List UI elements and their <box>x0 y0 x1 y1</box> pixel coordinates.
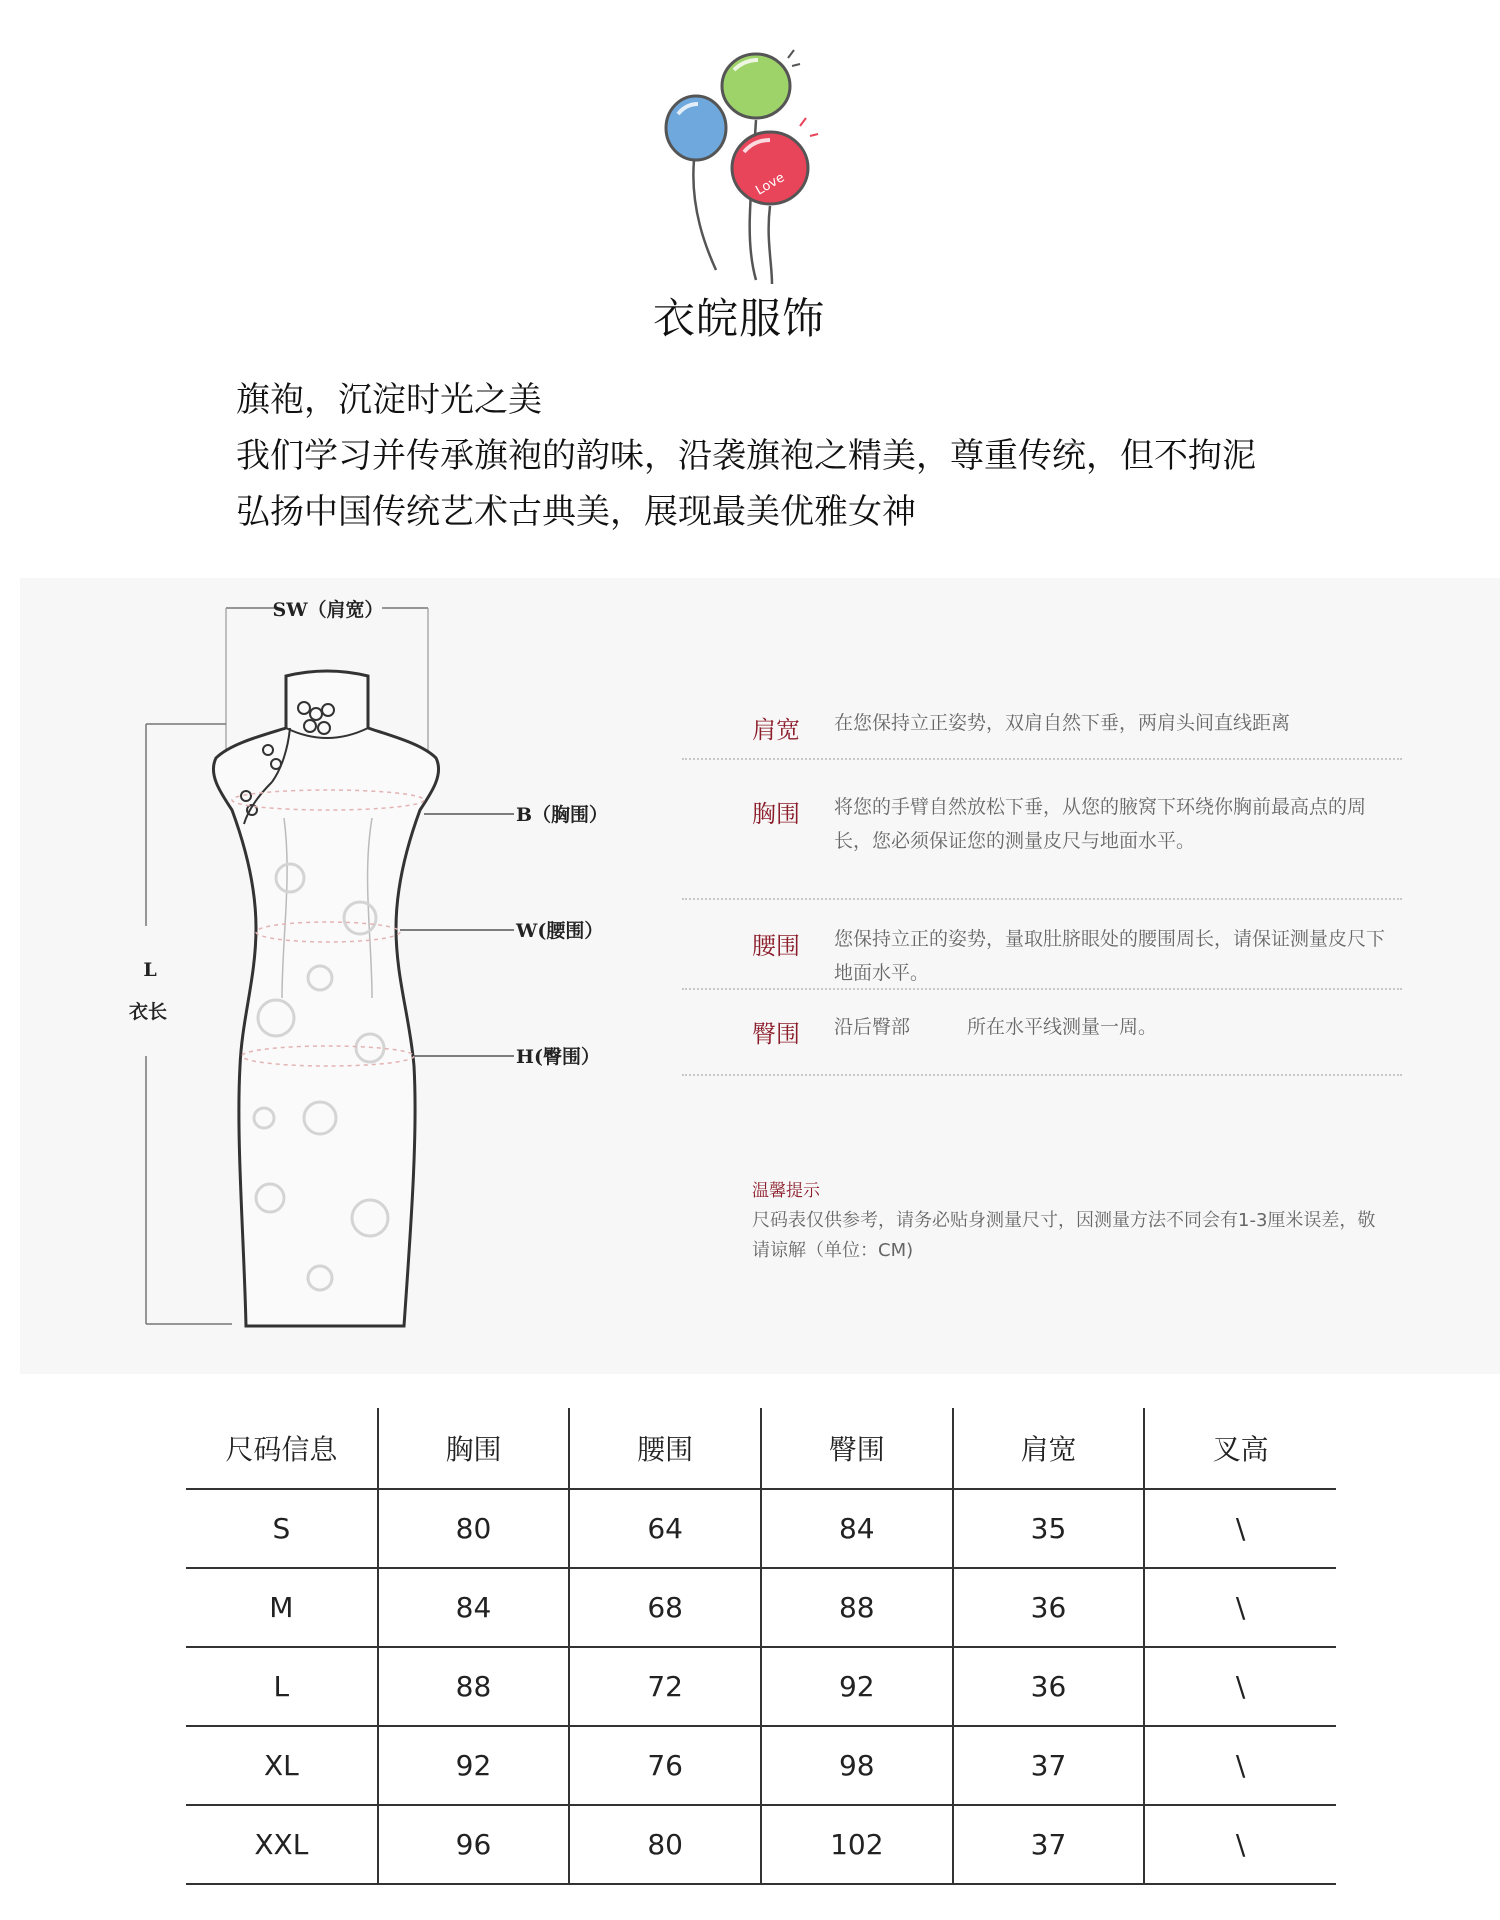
measure-desc: 将您的手臂自然放松下垂，从您的腋窝下环绕你胸前最高点的周长，您必须保证您的测量皮尺与地面水平。 <box>834 796 1367 852</box>
column-header: 尺码信息 <box>186 1408 378 1489</box>
b-label: B（胸围） <box>516 804 609 826</box>
table-cell: 92 <box>761 1647 953 1726</box>
column-header: 腰围 <box>569 1408 761 1489</box>
table-cell: 72 <box>569 1647 761 1726</box>
table-cell: M <box>186 1568 378 1647</box>
column-header: 胸围 <box>378 1408 570 1489</box>
column-header: 肩宽 <box>953 1408 1145 1489</box>
measure-name: 臀围 <box>752 1020 800 1048</box>
table-cell: XL <box>186 1726 378 1805</box>
table-cell: \ <box>1144 1726 1336 1805</box>
measure-row <box>682 990 1402 1076</box>
measure-name: 胸围 <box>752 800 800 828</box>
table-row <box>186 1726 1336 1805</box>
table-cell: 64 <box>569 1489 761 1568</box>
table-cell: 80 <box>378 1489 570 1568</box>
measure-name: 腰围 <box>752 932 800 960</box>
table-cell: 88 <box>761 1568 953 1647</box>
qipao-diagram <box>20 578 680 1374</box>
measure-row <box>682 900 1402 990</box>
table-cell: 76 <box>569 1726 761 1805</box>
l-text: 衣长 <box>128 1001 168 1023</box>
table-cell: 92 <box>378 1726 570 1805</box>
measure-row <box>682 760 1402 900</box>
table-cell: 98 <box>761 1726 953 1805</box>
table-cell: \ <box>1144 1489 1336 1568</box>
tip-text: 尺码表仅供参考，请务必贴身测量尺寸，因测量方法不同会有1-3厘米误差，敬请谅解（单位：CM) <box>752 1210 1376 1261</box>
size-table <box>186 1408 1336 1885</box>
table-cell: 80 <box>569 1805 761 1884</box>
table-cell: 102 <box>761 1805 953 1884</box>
table-cell: 88 <box>378 1647 570 1726</box>
table-cell: 37 <box>953 1805 1145 1884</box>
intro-line: 弘扬中国传统艺术古典美，展现最美优雅女神 <box>236 492 916 532</box>
tip-title: 温馨提示 <box>752 1181 820 1201</box>
table-row <box>186 1568 1336 1647</box>
table-cell: 36 <box>953 1568 1145 1647</box>
column-header: 臀围 <box>761 1408 953 1489</box>
table-cell: 84 <box>761 1489 953 1568</box>
table-row <box>186 1647 1336 1726</box>
table-cell: 84 <box>378 1568 570 1647</box>
table-cell: L <box>186 1647 378 1726</box>
table-row <box>186 1489 1336 1568</box>
brand-name: 衣皖服饰 <box>652 294 825 343</box>
balloon-love-text: Love <box>753 170 788 199</box>
measure-row <box>682 704 1402 760</box>
sw-label: SW（肩宽） <box>272 599 384 621</box>
intro-line: 旗袍，沉淀时光之美 <box>236 380 542 420</box>
table-cell: \ <box>1144 1647 1336 1726</box>
table-cell: S <box>186 1489 378 1568</box>
measure-name: 肩宽 <box>752 716 800 744</box>
table-header-row <box>186 1408 1336 1489</box>
measurement-list <box>682 704 1402 1076</box>
w-label: W(腰围） <box>516 920 604 942</box>
measurement-guide <box>20 578 1500 1374</box>
table-cell: 36 <box>953 1647 1145 1726</box>
h-label: H(臀围） <box>516 1046 600 1068</box>
l-label: L <box>143 959 157 981</box>
balloon-logo-icon <box>660 48 840 288</box>
table-cell: 35 <box>953 1489 1145 1568</box>
measure-desc: 在您保持立正姿势，双肩自然下垂，两肩头间直线距离 <box>834 712 1291 734</box>
table-cell: XXL <box>186 1805 378 1884</box>
table-cell: 68 <box>569 1568 761 1647</box>
table-cell: \ <box>1144 1805 1336 1884</box>
table-cell: 96 <box>378 1805 570 1884</box>
table-row <box>186 1805 1336 1884</box>
intro-line: 我们学习并传承旗袍的韵味，沿袭旗袍之精美，尊重传统，但不拘泥 <box>236 436 1256 476</box>
column-header: 叉高 <box>1144 1408 1336 1489</box>
table-cell: \ <box>1144 1568 1336 1647</box>
measure-desc: 沿后臀部 所在水平线测量一周。 <box>834 1016 1158 1038</box>
table-cell: 37 <box>953 1726 1145 1805</box>
intro-text <box>236 372 1256 540</box>
measure-desc: 您保持立正的姿势，量取肚脐眼处的腰围周长，请保证测量皮尺下地面水平。 <box>834 928 1386 984</box>
